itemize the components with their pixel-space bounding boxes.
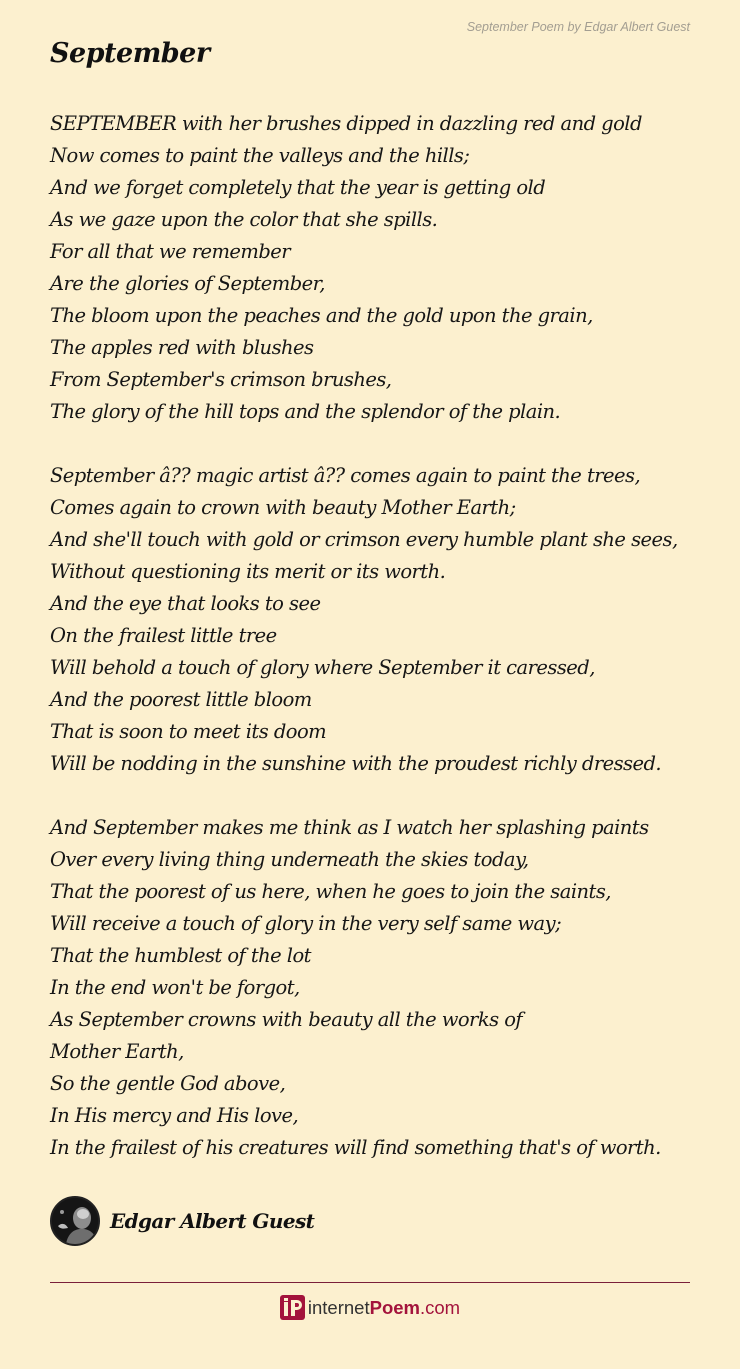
poem-line: And the poorest little bloom	[50, 688, 312, 711]
footer-brand[interactable]	[0, 1295, 740, 1320]
poem-line: SEPTEMBER with her brushes dipped in dazzling red and gold	[50, 112, 642, 135]
poem-line: The bloom upon the peaches and the gold upon the grain,	[50, 304, 593, 327]
author-avatar[interactable]	[50, 1196, 100, 1246]
poem-line: On the frailest little tree	[50, 624, 277, 647]
brand-tld: .com	[420, 1296, 461, 1318]
poem-line: For all that we remember	[50, 240, 291, 263]
poem-stanza	[50, 812, 710, 1164]
poem-line: As September crowns with beauty all the works of	[50, 1008, 523, 1031]
author-block[interactable]	[50, 1196, 314, 1246]
poem-line: The apples red with blushes	[50, 336, 314, 359]
author-name[interactable]: Edgar Albert Guest	[110, 1209, 315, 1233]
brand-prefix: internet	[307, 1296, 370, 1318]
poem-line: September â?? magic artist â?? comes again to paint the trees,	[50, 464, 641, 487]
poem-stanza	[50, 108, 710, 428]
poem-line: In the end won't be forgot,	[50, 976, 300, 999]
poem-line: From September's crimson brushes,	[50, 368, 392, 391]
poem-line: In His mercy and His love,	[50, 1104, 299, 1127]
poem-line: That the poorest of us here, when he goes to join the saints,	[50, 880, 611, 903]
poem-title: September	[50, 38, 210, 69]
poem-line: And the eye that looks to see	[50, 592, 321, 615]
header-caption: September Poem by Edgar Albert Guest	[466, 20, 690, 34]
poem-line: That is soon to meet its doom	[50, 720, 327, 743]
poem-line: And she'll touch with gold or crimson every humble plant she sees,	[50, 528, 678, 551]
poem-line: And September makes me think as I watch her splashing paints	[50, 816, 649, 839]
author-portrait-icon	[52, 1198, 98, 1244]
poem-line: That the humblest of the lot	[50, 944, 311, 967]
poem-stanza	[50, 460, 710, 780]
poem-line: Without questioning its merit or its worth.	[50, 560, 446, 583]
poem-line: Now comes to paint the valleys and the hills;	[50, 144, 470, 167]
poem-line: In the frailest of his creatures will find something that's of worth.	[50, 1136, 661, 1159]
poem-line: As we gaze upon the color that she spills.	[50, 208, 438, 231]
poem-line: The glory of the hill tops and the splendor of the plain.	[50, 400, 561, 423]
poem-body	[50, 108, 710, 1196]
brand-text[interactable]	[308, 1297, 460, 1319]
poem-line: Will behold a touch of glory where September it caressed,	[50, 656, 595, 679]
poem-line: Will receive a touch of glory in the very self same way;	[50, 912, 562, 935]
poem-line: So the gentle God above,	[50, 1072, 286, 1095]
poem-line: Will be nodding in the sunshine with the proudest richly dressed.	[50, 752, 662, 775]
poem-line: Comes again to crown with beauty Mother Earth;	[50, 496, 516, 519]
poem-line: Over every living thing underneath the skies today,	[50, 848, 529, 871]
brand-strong: Poem	[369, 1296, 420, 1318]
poem-line: Are the glories of September,	[50, 272, 325, 295]
poem-line: And we forget completely that the year is getting old	[50, 176, 546, 199]
ip-logo-icon	[280, 1295, 305, 1320]
footer-divider	[50, 1282, 690, 1283]
poem-line: Mother Earth,	[50, 1040, 184, 1063]
